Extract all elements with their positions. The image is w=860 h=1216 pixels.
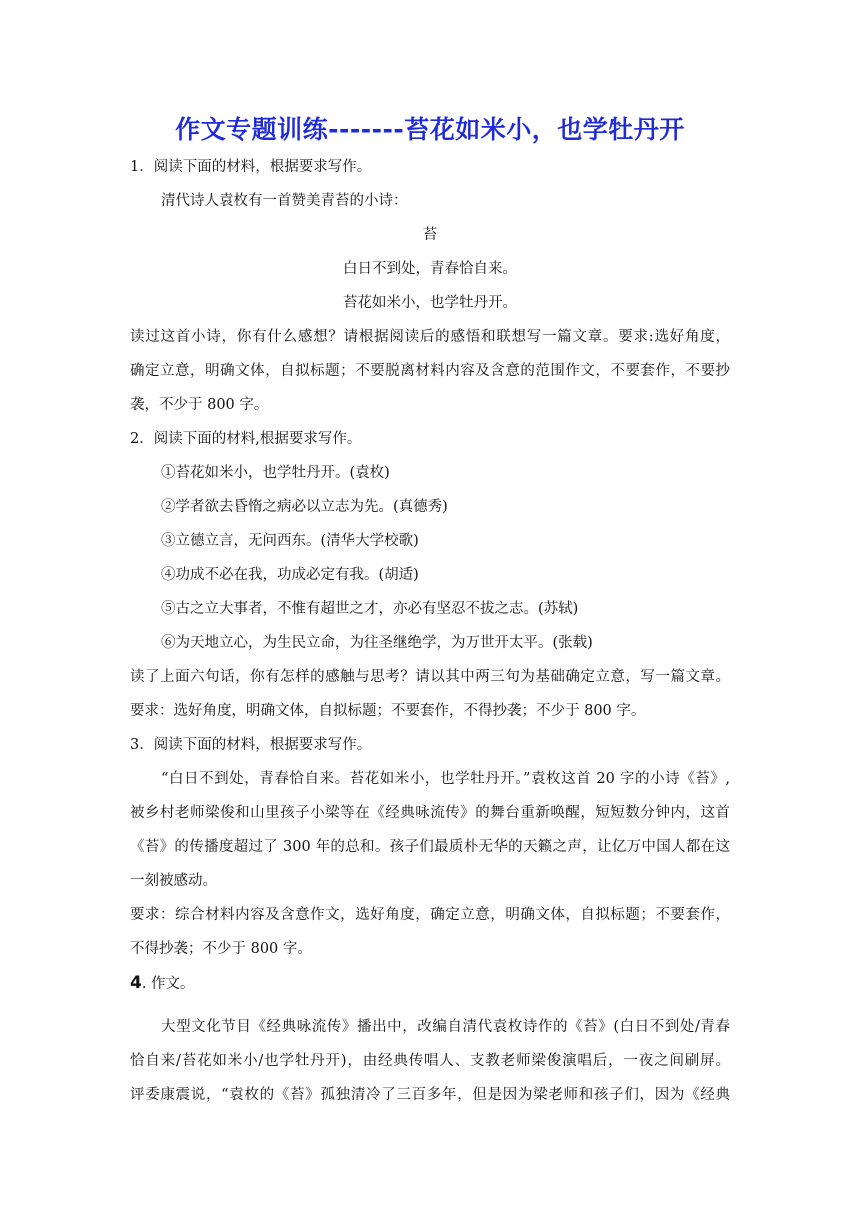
- q2-quote-1: ①苔花如米小，也学牡丹开。(袁枚): [161, 465, 390, 481]
- q3-material-line-2: 被乡村老师梁俊和山里孩子小梁等在《经典咏流传》的舞台重新唤醒，短短数分钟内，这首: [130, 805, 730, 821]
- q4-material-line-3: 评委康震说，“袁枚的《苔》孤独清冷了三百多年，但是因为梁老师和孩子们，因为《经典: [130, 1087, 730, 1103]
- q1-lead: 清代诗人袁枚有一首赞美青苔的小诗：: [161, 193, 408, 209]
- q4-number: 4: [130, 973, 142, 993]
- q4-material-line-1: 大型文化节目《经典咏流传》播出中，改编自清代袁枚诗作的《苔》(白日不到处/青春: [161, 1019, 730, 1035]
- q3-requirement-line-2: 不得抄袭；不少于 800 字。: [130, 941, 312, 957]
- q4-material-line-2: 恰自来/苔花如米小/也学牡丹开)，由经典传唱人、支教老师梁俊演唱后，一夜之间刷屏。: [130, 1053, 730, 1069]
- q2-requirement-line-2: 要求：选好角度，明确文体，自拟标题；不要套作，不得抄袭；不少于 800 字。: [130, 703, 646, 719]
- q1-requirement-line-3: 袭，不少于 800 字。: [130, 397, 269, 413]
- q2-requirement-line-1: 读了上面六句话，你有怎样的感触与思考？请以其中两三句为基础确定立意，写一篇文章。: [130, 669, 730, 685]
- q2-quote-3: ③立德立言，无问西东。(清华大学校歌): [161, 533, 419, 549]
- q3-requirement-line-1: 要求：综合材料内容及含意作文，选好角度，确定立意，明确文体，自拟标题；不要套作，: [130, 907, 730, 923]
- page-title: 作文专题训练-------苔花如米小，也学牡丹开: [175, 115, 685, 144]
- poem-line-1: 白日不到处，青春恰自来。: [343, 261, 517, 277]
- poem-line-2: 苔花如米小，也学牡丹开。: [343, 295, 517, 311]
- q2-quote-4: ④功成不必在我，功成必定有我。(胡适): [161, 567, 419, 583]
- q2-quote-5: ⑤古之立大事者，不惟有超世之才，亦必有坚忍不拔之志。(苏轼): [161, 601, 579, 617]
- q4-label: . 作文。: [141, 976, 195, 992]
- q1-requirement-line-2: 确定立意，明确文体，自拟标题；不要脱离材料内容及含意的范围作文，不要套作，不要抄: [130, 363, 730, 379]
- q3-intro: 3．阅读下面的材料，根据要求写作。: [130, 737, 372, 753]
- q3-material-line-1: “白日不到处，青春恰自来。苔花如米小，也学牡丹开。”袁枚这首 20 字的小诗《苔》,: [161, 771, 730, 787]
- poem-title: 苔: [422, 227, 438, 243]
- q1-intro: 1．阅读下面的材料，根据要求写作。: [130, 159, 372, 175]
- q2-quote-2: ②学者欲去昏惰之病必以立志为先。(真德秀): [161, 499, 448, 515]
- q3-material-line-3: 《苔》的传播度超过了 300 年的总和。孩子们最质朴无华的天籁之声，让亿万中国人都在这: [130, 839, 730, 855]
- q2-intro: 2．阅读下面的材料,根据要求写作。: [130, 431, 362, 447]
- q3-material-line-4: 一刻被感动。: [130, 873, 217, 889]
- q4-heading: [130, 973, 195, 994]
- q1-requirement-line-1: 读过这首小诗，你有什么感想？请根据阅读后的感悟和联想写一篇文章。要求:选好角度，: [130, 329, 730, 345]
- q2-quote-6: ⑥为天地立心，为生民立命，为往圣继绝学，为万世开太平。(张载): [161, 635, 593, 651]
